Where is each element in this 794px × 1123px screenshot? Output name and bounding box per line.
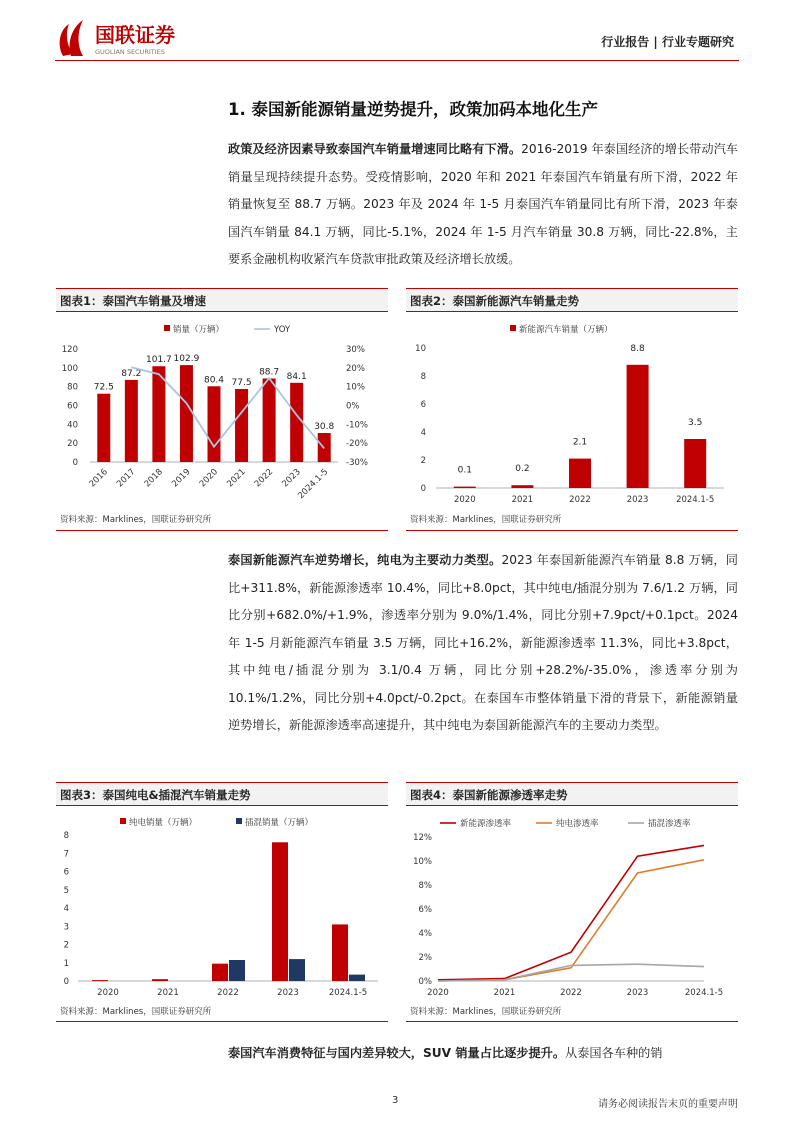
fig1-y2-tick-2: -10% <box>346 420 368 431</box>
figure-2-bottom-rule <box>406 530 738 531</box>
fig2-bar-2024.1-5 <box>684 439 706 488</box>
fig1-y-tick-4: 80 <box>67 382 78 393</box>
fig2-bar-2021 <box>511 485 533 488</box>
fig4-x-tick-2022: 2022 <box>560 988 582 998</box>
fig1-x-tick-2020: 2020 <box>197 467 221 490</box>
paragraph-1-lead: 政策及经济因素导致泰国汽车销量增速同比略有下滑。 <box>228 142 522 156</box>
fig3-y-tick-8: 8 <box>63 831 69 841</box>
fig4-y-tick-1: 2% <box>418 953 432 963</box>
legend-label-0: 新能源渗透率 <box>460 819 512 829</box>
fig4-y-tick-3: 6% <box>418 905 432 915</box>
paragraph-3-body: 从泰国各车种的销 <box>565 1046 663 1060</box>
legend-label-1: 插混销量（万辆） <box>245 818 314 828</box>
figure-3-bottom-rule <box>56 1021 388 1022</box>
fig1-data-label-2019: 102.9 <box>173 354 200 365</box>
fig4-line-0 <box>438 845 704 979</box>
fig4-line-1 <box>438 860 704 981</box>
fig3-bar-phev-2022 <box>229 960 245 981</box>
figure-3-chart <box>56 809 388 1003</box>
fig1-data-label-2018: 101.7 <box>146 355 172 366</box>
fig1-data-label-2021: 77.5 <box>231 378 252 389</box>
fig4-y-tick-4: 8% <box>418 881 432 891</box>
fig1-y-tick-6: 120 <box>61 345 78 355</box>
fig2-x-tick-2020: 2020 <box>453 495 476 505</box>
legend-swatch-0 <box>164 325 170 331</box>
company-logo <box>55 16 230 60</box>
figure-2-title: 图表2：泰国新能源汽车销量走势 <box>406 288 738 312</box>
fig1-y2-tick-0: -30% <box>346 458 368 468</box>
fig2-data-label-2023: 8.8 <box>630 343 645 354</box>
section-title: 1. 泰国新能源销量逆势提升，政策加码本地化生产 <box>228 100 598 119</box>
fig2-x-tick-2024.1-5: 2024.1-5 <box>676 495 715 505</box>
legend-label-2: 插混渗透率 <box>648 819 691 829</box>
report-type: 行业报告 | 行业专题研究 <box>601 35 734 49</box>
legend-label-1: 纯电渗透率 <box>556 819 599 829</box>
fig1-data-label-2023: 84.1 <box>286 371 307 382</box>
fig1-y2-tick-1: -20% <box>346 439 368 450</box>
fig1-y-tick-5: 100 <box>61 363 78 374</box>
fig2-y-tick-2: 4 <box>420 428 426 438</box>
fig4-y-tick-2: 4% <box>418 929 432 939</box>
fig4-y-tick-6: 12% <box>413 833 432 843</box>
figure-1-source: 资料来源：Marklines，国联证券研究所 <box>60 515 212 525</box>
fig4-x-tick-2024.1-5: 2024.1-5 <box>684 988 724 998</box>
paragraph-2-body: 2023 年泰国新能源汽车销量 8.8 万辆，同比+311.8%，新能源渗透率 10.4%，同比+8.0pct，其中纯电/插混分别为 7.6/1.2 万辆，同比分别+682.0%/+1.9%，渗透率分别为 9.0%/1.4%，同比分别+7.9pct/+0.1pct。2024 年 1-5 月新能源汽车销量 3.5 万辆，同比+16.2%，新能源渗透率 11.3%，同比+3.8pct，其中纯电/插混分别为 3.1/0.4 万辆，同比分别+28.2%/-35.0%，渗透率分别为 10.1%/1.2%，同比分别+4.0pct/-0.2pct。在泰国车市整体销量下滑的背景下，新能源销量逆势增长，新能源渗透率高速提升，其中纯电为泰国新能源汽车的主要动力类型。 <box>228 553 738 732</box>
figure-4-title: 图表4：泰国新能源渗透率走势 <box>406 782 738 806</box>
figure-4-chart <box>406 809 738 1003</box>
fig2-x-tick-2022: 2022 <box>569 495 591 505</box>
fig3-x-tick-2021: 2021 <box>157 988 179 998</box>
figure-2-source: 资料来源：Marklines，国联证券研究所 <box>410 515 562 525</box>
fig1-x-tick-2016: 2016 <box>87 467 110 490</box>
fig3-y-tick-4: 4 <box>63 904 69 914</box>
fig1-bar-2019 <box>180 365 193 462</box>
fig1-x-tick-2018: 2018 <box>142 467 166 490</box>
fig2-y-tick-3: 6 <box>420 400 426 410</box>
fig2-y-tick-0: 0 <box>420 484 426 494</box>
figure-3-source: 资料来源：Marklines，国联证券研究所 <box>60 1007 212 1017</box>
fig3-x-tick-2022: 2022 <box>217 988 239 998</box>
fig1-x-tick-2022: 2022 <box>252 467 276 490</box>
legend-label-1: YOY <box>274 325 291 335</box>
fig1-y2-tick-5: 20% <box>346 363 365 374</box>
fig1-x-tick-2017: 2017 <box>115 467 138 490</box>
fig2-data-label-2022: 2.1 <box>572 437 588 448</box>
figure-1-bottom-rule <box>56 530 388 531</box>
legend-label-0: 销量（万辆） <box>173 325 225 335</box>
fig3-y-tick-5: 5 <box>63 885 69 896</box>
fig3-y-tick-6: 6 <box>63 867 69 878</box>
fig1-y-tick-3: 60 <box>67 401 78 412</box>
fig3-y-tick-2: 2 <box>63 940 69 951</box>
fig1-bar-2018 <box>152 366 165 462</box>
fig1-data-label-2022: 88.7 <box>259 367 280 378</box>
figure-1-svg <box>56 315 388 510</box>
figure-1-chart <box>56 315 388 510</box>
fig1-bar-2022 <box>263 378 276 462</box>
footer-disclaimer: 请务必阅读报告末页的重要声明 <box>598 1099 738 1110</box>
figure-2-svg <box>406 315 738 510</box>
fig3-bar-phev-2023 <box>289 959 305 981</box>
fig1-data-label-2024.1-5: 30.8 <box>314 421 335 432</box>
fig1-y2-tick-3: 0% <box>346 401 360 412</box>
fig1-x-tick-2021: 2021 <box>225 467 248 490</box>
fig2-data-label-2020: 0.1 <box>457 465 472 476</box>
fig3-bar-bev-2020 <box>92 980 108 981</box>
figure-3-svg <box>56 809 388 1003</box>
fig1-bar-2016 <box>97 394 110 462</box>
logo-mark-right <box>70 20 84 56</box>
logo-text-en: GUOLIAN SECURITIES <box>95 48 165 56</box>
fig1-x-tick-2019: 2019 <box>170 467 193 490</box>
fig4-y-tick-0: 0% <box>418 977 432 987</box>
fig2-y-tick-1: 2 <box>420 456 426 466</box>
fig3-bar-bev-2024.1-5 <box>332 924 348 981</box>
fig3-y-tick-7: 7 <box>63 849 69 860</box>
fig2-bar-2023 <box>627 365 649 488</box>
fig3-y-tick-3: 3 <box>63 922 69 933</box>
figure-3-title: 图表3：泰国纯电&插混汽车销量走势 <box>56 782 388 806</box>
paragraph-2-lead: 泰国新能源汽车逆势增长，纯电为主要动力类型。 <box>228 553 502 567</box>
fig3-x-tick-2023: 2023 <box>277 988 299 998</box>
fig4-x-tick-2020: 2020 <box>427 988 449 998</box>
fig1-x-tick-2024.1-5: 2024.1-5 <box>296 467 331 502</box>
fig1-y-tick-2: 40 <box>67 420 78 431</box>
legend-swatch-1 <box>236 818 242 824</box>
fig2-data-label-2024.1-5: 3.5 <box>688 418 703 428</box>
fig2-data-label-2021: 0.2 <box>515 464 530 475</box>
legend-swatch-0 <box>510 325 516 331</box>
fig3-x-tick-2024.1-5: 2024.1-5 <box>328 988 368 998</box>
fig3-bar-bev-2021 <box>152 979 168 981</box>
fig2-bar-2022 <box>569 459 591 488</box>
figure-4-bottom-rule <box>406 1021 738 1022</box>
fig3-bar-bev-2022 <box>212 964 228 981</box>
page-number: 3 <box>392 1095 399 1106</box>
fig1-bar-2020 <box>208 386 221 462</box>
fig3-y-tick-1: 1 <box>63 958 69 969</box>
fig3-x-tick-2020: 2020 <box>97 988 119 998</box>
fig4-y-tick-5: 10% <box>413 857 432 867</box>
legend-swatch-0 <box>120 818 126 824</box>
legend-label-0: 纯电销量（万辆） <box>129 818 198 828</box>
fig1-data-label-2020: 80.4 <box>203 375 225 386</box>
fig1-y2-tick-4: 10% <box>346 382 365 393</box>
figure-4-svg <box>406 809 738 1003</box>
logo-text-cn: 国联证券 <box>95 23 175 47</box>
fig4-x-tick-2023: 2023 <box>626 988 649 998</box>
paragraph-1 <box>228 136 738 274</box>
fig1-x-tick-2023: 2023 <box>280 467 303 490</box>
legend-label-0: 新能源汽车销量（万辆） <box>519 325 613 335</box>
fig1-bar-2017 <box>125 380 138 462</box>
fig2-y-tick-5: 10 <box>415 344 426 354</box>
fig2-bar-2020 <box>454 487 476 488</box>
fig1-y2-tick-6: 30% <box>346 345 365 355</box>
paragraph-2 <box>228 547 738 740</box>
fig4-x-tick-2021: 2021 <box>493 988 516 998</box>
fig2-x-tick-2021: 2021 <box>511 495 534 505</box>
figure-2-chart <box>406 315 738 510</box>
fig1-y-tick-1: 20 <box>67 439 78 450</box>
header-divider <box>55 60 739 61</box>
fig3-y-tick-0: 0 <box>63 977 69 987</box>
fig2-y-tick-4: 8 <box>420 372 426 382</box>
figure-1-title: 图表1：泰国汽车销量及增速 <box>56 288 388 312</box>
paragraph-3-lead: 泰国汽车消费特征与国内差异较大，SUV 销量占比逐步提升。 <box>228 1046 566 1060</box>
fig1-data-label-2016: 72.5 <box>93 382 114 393</box>
fig1-bar-2021 <box>235 389 248 462</box>
fig1-data-label-2017: 87.2 <box>121 368 142 379</box>
fig1-bar-2023 <box>290 383 303 462</box>
figure-4-source: 资料来源：Marklines，国联证券研究所 <box>410 1007 562 1017</box>
paragraph-3 <box>228 1040 738 1068</box>
fig3-bar-phev-2024.1-5 <box>349 975 365 981</box>
fig3-bar-bev-2023 <box>272 842 288 981</box>
paragraph-1-body: 2016-2019 年泰国经济的增长带动汽车销量呈现持续提升态势。受疫情影响，2020 年和 2021 年泰国汽车销量有所下滑，2022 年销量恢复至 88.7 万辆。2023 年及 2024 年 1-5 月泰国汽车销量同比有所下滑，2023 年泰国汽车销量 84.1 万辆，同比-5.1%，2024 年 1-5 月汽车销量 30.8 万辆，同比-22.8%，主要系金融机构收紧汽车贷款审批政策及经济增长放缓。 <box>228 142 738 266</box>
fig1-y-tick-0: 0 <box>72 458 78 468</box>
fig2-x-tick-2023: 2023 <box>626 495 649 505</box>
